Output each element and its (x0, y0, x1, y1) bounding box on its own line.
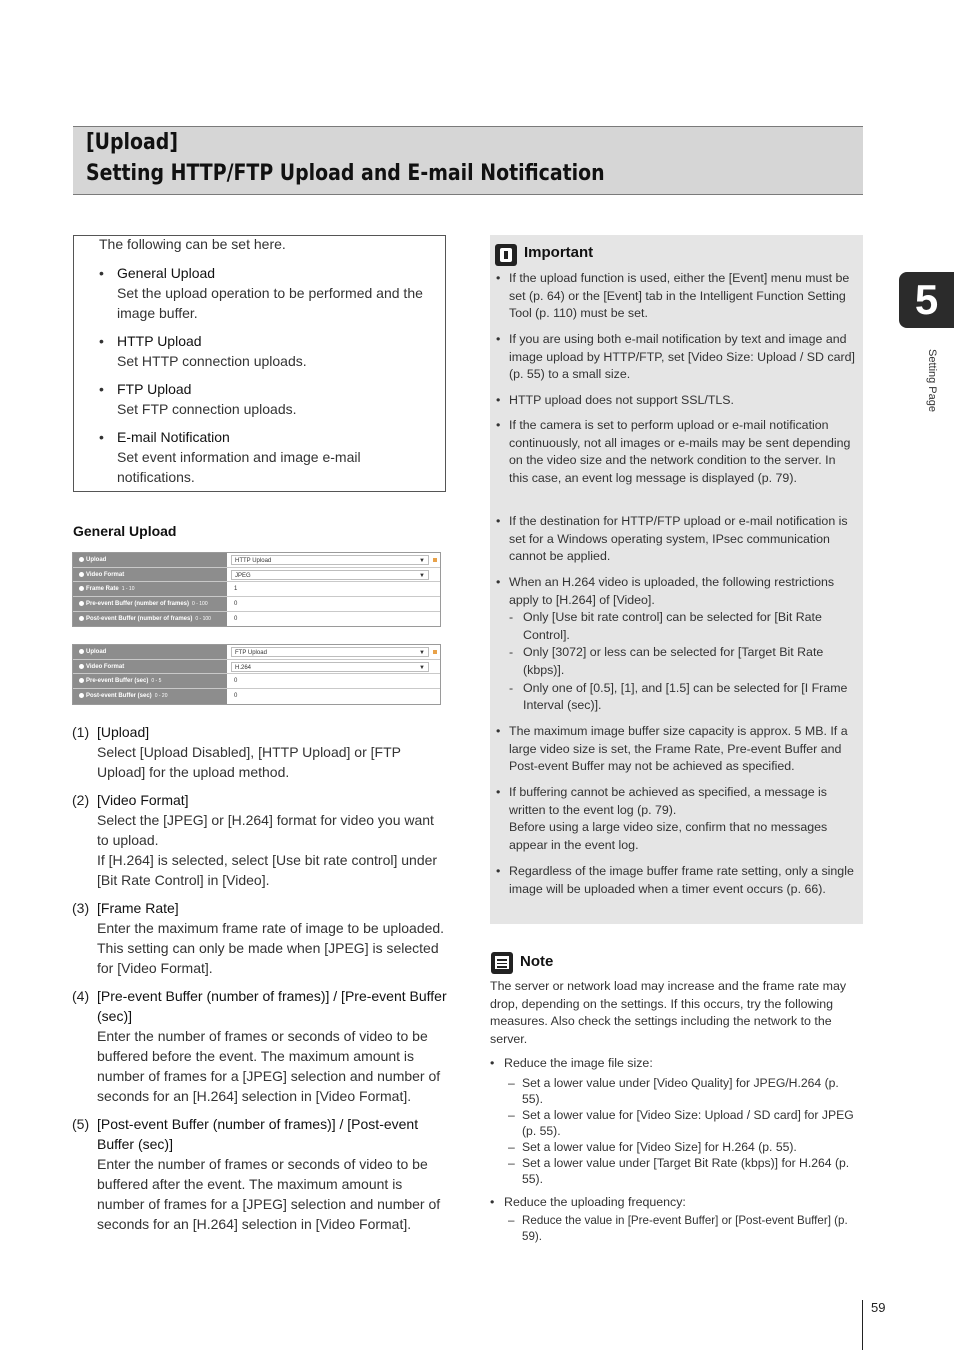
settings-row-label (73, 674, 227, 688)
note-subitem: – Reduce the value in [Pre-event Buffer] or [Post-event Buffer] (p. 59). (508, 1213, 860, 1245)
item-body: Select [Upload Disabled], [HTTP Upload] or [FTP Upload] for the upload method. (97, 744, 401, 780)
note-bullet-text: Reduce the image file size: (504, 1056, 653, 1070)
important-item (496, 723, 858, 776)
settings-select[interactable] (231, 570, 429, 580)
note-body: The server or network load may increase and the frame rate may drop, depending on the settings. If this occurs, try the following measures. Also check the settings including the network to the server. (490, 979, 847, 1046)
settings-row-label (73, 660, 227, 674)
help-icon[interactable] (79, 601, 84, 606)
overview-item-name: E-mail Notification (117, 429, 230, 445)
settings-label-text: Pre-event Buffer (number of frames) (86, 601, 190, 608)
important-item (496, 270, 858, 323)
settings-input[interactable] (231, 599, 429, 609)
note-subitem-text: Set a lower value under [Target Bit Rate (kbps)] for H.264 (p. 55). (522, 1156, 850, 1186)
required-mark-icon (433, 650, 437, 654)
important-item-text: If the upload function is used, either the [Event] menu must be set (p. 64) or the [Event] tab in the Intelligent Function Setting Tool (p. 110) must be set. (509, 271, 850, 321)
bullet: • (496, 393, 501, 407)
settings-label-text: Upload (86, 557, 107, 563)
settings-range-text: 0 - 5 (151, 678, 162, 685)
item-body: Select the [JPEG] or [H.264] format for video you want to upload. If [H.264] is selected, select [Use bit rate control] under [Bit Rate Control] in [Video]. (97, 812, 438, 888)
note-subitem-text: Reduce the value in [Pre-event Buffer] or [Post-event Buffer] (p. 59). (522, 1214, 848, 1243)
settings-value: 1 (234, 586, 238, 593)
settings-row (73, 568, 440, 583)
note-subitem: – Set a lower value under [Video Quality] for JPEG/H.264 (p. 55). (508, 1075, 860, 1107)
note-subitem-text: Set a lower value for [Video Size: Upload / SD card] for JPEG (p. 55). (522, 1108, 854, 1138)
important-box (490, 235, 863, 924)
bullet: • (99, 381, 104, 397)
chevron-down-icon: ▼ (419, 558, 425, 564)
chevron-down-icon: ▼ (419, 572, 425, 579)
important-title: Important (524, 244, 594, 261)
overview-item-name: HTTP Upload (117, 333, 202, 349)
title-band (73, 126, 863, 195)
settings-input[interactable] (231, 691, 429, 701)
settings-label-text: Pre-event Buffer (sec) (86, 678, 149, 685)
bullet: • (496, 271, 501, 285)
item-number: (1) (72, 724, 90, 740)
settings-input[interactable] (231, 584, 429, 594)
item-body: Enter the number of frames or seconds of video to be buffered after the event. The maximum amount is number of frames for a [JPEG] selection and number of seconds for an [H.264] selection in [Video Format]. (97, 1156, 441, 1232)
help-icon[interactable] (79, 557, 84, 562)
settings-row (73, 612, 440, 627)
important-subitem: - Only [3072] or less can be selected for [Target Bit Rate (kbps)]. (509, 645, 824, 677)
help-icon[interactable] (79, 664, 84, 669)
settings-row-label (73, 645, 227, 659)
section-heading: General Upload (73, 523, 177, 539)
bullet: • (496, 724, 501, 738)
chapter-tab: 5 (899, 272, 954, 328)
item-body: Enter the number of frames or seconds of video to be buffered before the event. The maximum amount is number of frames for a [JPEG] selection and number of seconds for an [H.264] selection in [Video Format]. (97, 1028, 441, 1104)
page-title: Setting HTTP/FTP Upload and E-mail Notification (86, 161, 605, 186)
settings-row-label (73, 612, 227, 627)
item-heading: [Upload] (97, 724, 150, 740)
settings-range-text: 0 - 100 (192, 601, 208, 608)
item-heading: [Post-event Buffer (number of frames)] / [Post-event Buffer (sec)] (97, 1116, 419, 1152)
settings-label-text: Post-event Buffer (sec) (86, 693, 152, 700)
chevron-down-icon: ▼ (419, 650, 425, 656)
bullet: • (496, 418, 501, 432)
help-icon[interactable] (79, 649, 84, 654)
settings-label-text: Video Format (86, 663, 125, 670)
bullet: • (496, 575, 501, 589)
page-title-section: [Upload] (86, 130, 179, 155)
important-item-text: If buffering cannot be achieved as specified, a message is written to the event log (p. 79). Before using a large video size, confirm that no messages appear in the event log. (509, 785, 828, 852)
upload-settings-panel-ftp (72, 644, 441, 705)
important-item-text: If the destination for HTTP/FTP upload or e-mail notification is set for a Windows operating system, IPsec communication cannot be applied. (509, 514, 848, 564)
settings-label-text: Video Format (86, 571, 125, 578)
settings-select[interactable] (231, 662, 429, 672)
settings-select[interactable] (231, 555, 429, 565)
help-icon[interactable] (79, 616, 84, 621)
important-item (496, 392, 858, 410)
settings-range-text: 0 - 20 (154, 693, 168, 700)
settings-row-label (73, 597, 227, 611)
item-heading: [Video Format] (97, 792, 189, 808)
settings-row-label (73, 689, 227, 704)
settings-value: 0 (234, 615, 238, 622)
upload-settings-panel-http (72, 552, 441, 627)
settings-label-text: Upload (86, 649, 107, 655)
note-subitem: – Set a lower value under [Target Bit Rate (kbps)] for H.264 (p. 55). (508, 1155, 860, 1187)
settings-row (73, 553, 440, 568)
page-number-rule (862, 1300, 863, 1350)
settings-value: 0 (234, 601, 238, 608)
item-number: (4) (72, 988, 90, 1004)
settings-label-text: Frame Rate (86, 586, 119, 593)
important-subitem: - Only [Use bit rate control] can be selected for [Bit Rate Control]. (509, 610, 822, 642)
item-number: (3) (72, 900, 90, 916)
important-item-text: If you are using both e-mail notification by text and image and image upload by HTTP/FTP, set [Video Size: Upload / SD card] (p. 55) to a small size. (509, 332, 855, 382)
important-item (496, 513, 858, 566)
bullet: • (490, 1056, 495, 1070)
bullet: • (99, 333, 104, 349)
item-number: (5) (72, 1116, 90, 1132)
overview-item-desc: Set FTP connection uploads. (117, 401, 297, 417)
overview-item-name: General Upload (117, 265, 216, 281)
settings-value: H.264 (235, 664, 252, 671)
settings-row-label (73, 568, 227, 582)
settings-row (73, 660, 440, 675)
settings-row (73, 689, 440, 704)
important-subitem-text: Only [Use bit rate control] can be selected for [Bit Rate Control]. (523, 610, 822, 642)
settings-value: FTP Upload (235, 650, 267, 656)
note-subitem-text: Set a lower value under [Video Quality] for JPEG/H.264 (p. 55). (522, 1076, 839, 1106)
settings-label-text: Post-event Buffer (number of frames) (86, 615, 193, 622)
bullet: • (496, 864, 501, 878)
important-item-text: HTTP upload does not support SSL/TLS. (509, 393, 734, 407)
overview-item-desc: Set event information and image e-mail notifications. (117, 449, 361, 485)
important-item (496, 784, 858, 854)
overview-item-desc: Set the upload operation to be performed and the image buffer. (117, 285, 423, 321)
chevron-down-icon: ▼ (419, 664, 425, 671)
important-item (496, 863, 858, 898)
settings-row (73, 674, 440, 689)
note-subitem: – Set a lower value for [Video Size] for H.264 (p. 55). (508, 1139, 860, 1155)
bullet: • (496, 785, 501, 799)
important-subitem-text: Only one of [0.5], [1], and [1.5] can be selected for [I Frame Interval (sec)]. (523, 680, 848, 713)
note-title: Note (520, 953, 554, 970)
overview-intro: The following can be set here. (99, 236, 286, 252)
settings-range-text: 0 - 100 (195, 615, 211, 622)
item-body: Enter the maximum frame rate of image to be uploaded. This setting can only be made when [JPEG] is selected for [Video Format]. (97, 920, 445, 976)
settings-row-label (73, 553, 227, 567)
help-icon[interactable] (79, 693, 84, 698)
bullet: • (99, 265, 104, 281)
note-icon (491, 952, 513, 974)
chapter-side-label: Setting Page (926, 349, 938, 412)
bullet: • (99, 429, 104, 445)
settings-row (73, 645, 440, 660)
settings-value: 0 (234, 678, 238, 685)
bullet: • (496, 514, 501, 528)
settings-select[interactable] (231, 647, 429, 657)
important-item-text: Regardless of the image buffer frame rate setting, only a single image will be uploaded when a timer event occurs (p. 66). (509, 864, 854, 896)
important-icon (495, 244, 517, 266)
help-icon[interactable] (79, 572, 84, 577)
important-item (496, 574, 858, 715)
help-icon[interactable] (79, 678, 84, 683)
note-bullet-text: Reduce the uploading frequency: (504, 1195, 686, 1209)
settings-value: HTTP Upload (235, 558, 272, 564)
important-item (496, 331, 858, 384)
important-item-text: If the camera is set to perform upload or e-mail notification continuously, not all images or e-mails may be sent depending on the video size and the network condition to the server. In this case, an event log message is displayed (p. 79). (509, 418, 851, 485)
important-item-text: The maximum image buffer size capacity is approx. 5 MB. If a large video size is set, the Frame Rate, Pre-event Buffer and Post-event Buffer may not be achieved as specified. (509, 724, 848, 774)
page-number: 59 (871, 1300, 886, 1315)
item-heading: [Frame Rate] (97, 900, 179, 916)
settings-input[interactable] (231, 676, 429, 686)
required-mark-icon (433, 558, 437, 562)
item-heading: [Pre-event Buffer (number of frames)] / [Pre-event Buffer (sec)] (97, 988, 447, 1024)
settings-row (73, 582, 440, 597)
help-icon[interactable] (79, 586, 84, 591)
item-number: (2) (72, 792, 90, 808)
note-subitem-text: Set a lower value for [Video Size] for H.264 (p. 55). (522, 1140, 797, 1154)
overview-box (73, 235, 446, 492)
important-item-text: When an H.264 video is uploaded, the following restrictions apply to [H.264] of [Video]. (509, 575, 835, 607)
note-subitem: – Set a lower value for [Video Size: Upload / SD card] for JPEG (p. 55). (508, 1107, 860, 1139)
settings-input[interactable] (231, 614, 429, 624)
bullet: • (496, 332, 501, 346)
settings-range-text: 1 - 10 (121, 586, 135, 593)
settings-row-label (73, 582, 227, 596)
settings-value: JPEG (235, 572, 251, 579)
overview-item-name: FTP Upload (117, 381, 192, 397)
important-subitem-text: Only [3072] or less can be selected for [Target Bit Rate (kbps)]. (523, 645, 824, 677)
important-item (496, 417, 858, 487)
settings-value: 0 (234, 693, 238, 700)
settings-row (73, 597, 440, 612)
important-subitem: - Only one of [0.5], [1], and [1.5] can be selected for [I Frame Interval (sec)]. (509, 680, 848, 713)
overview-item-desc: Set HTTP connection uploads. (117, 353, 307, 369)
bullet: • (490, 1195, 495, 1209)
